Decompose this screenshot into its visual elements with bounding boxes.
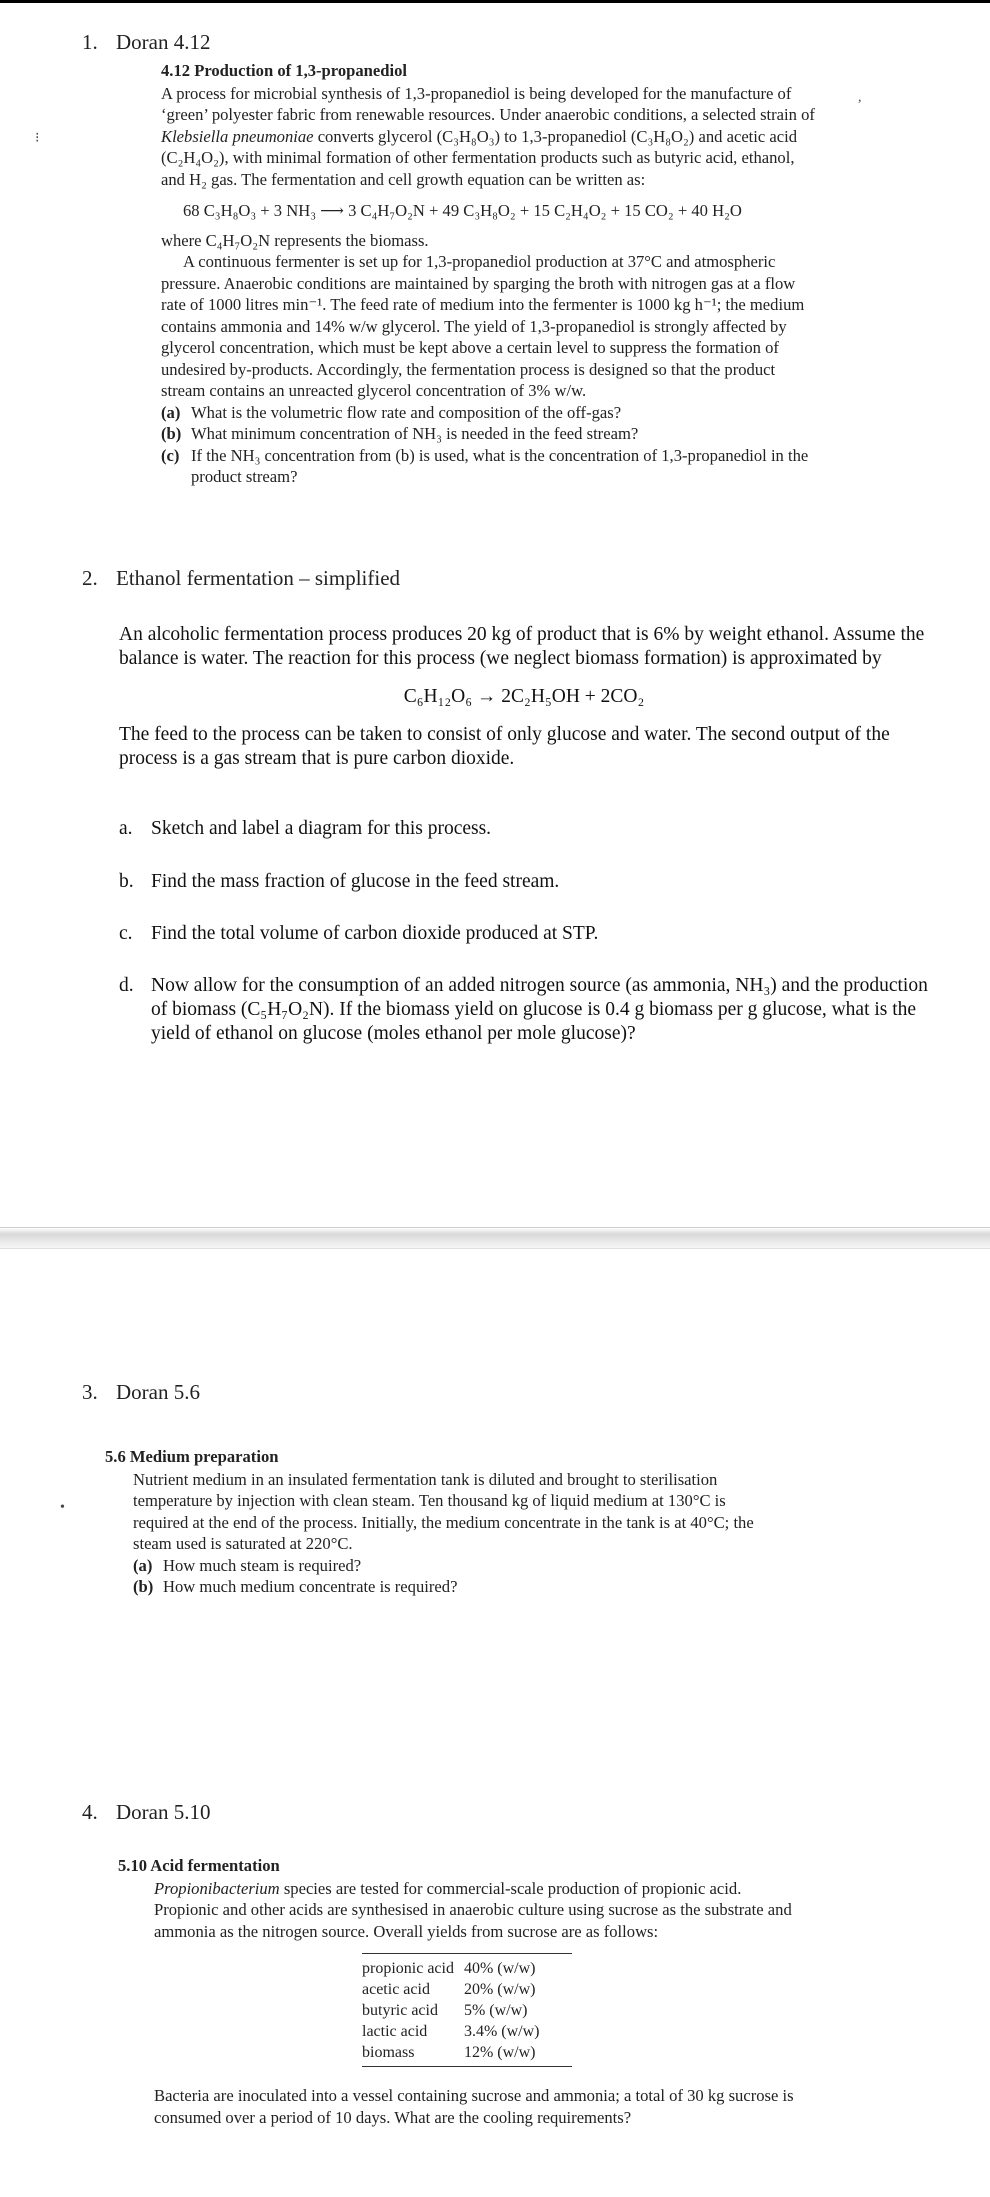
table-row bbox=[362, 1979, 550, 2000]
table-row bbox=[362, 2021, 550, 2042]
species-name: Klebsiella pneumoniae bbox=[161, 126, 314, 146]
problem-5-10-closing bbox=[154, 2085, 804, 2128]
yield-value-cell: 12% (w/w) bbox=[463, 2044, 536, 2061]
problem-4-12-excerpt bbox=[161, 60, 821, 488]
problem-paragraph: Bacteria are inoculated into a vessel containing sucrose and ammonia; a total of 30 kg sucrose is consumed over a period of 10 days. What are the cooling requirements? bbox=[154, 2086, 794, 2127]
margin-mark: ⁝ bbox=[35, 131, 40, 146]
question-number: 4. bbox=[82, 1800, 98, 1824]
sub-question: (a) How much steam is required? bbox=[133, 1555, 362, 1575]
question-title: Doran 4.12 bbox=[116, 30, 211, 54]
biomass-definition: where C₄H₇O₂N represents the biomass. bbox=[161, 230, 429, 250]
question-1-heading bbox=[82, 30, 210, 55]
question-number: 2. bbox=[82, 566, 98, 590]
question-title: Doran 5.6 bbox=[116, 1380, 200, 1404]
problem-5-10-excerpt bbox=[118, 1855, 808, 1942]
product-name-cell: propionic acid bbox=[362, 1960, 454, 1977]
question-2-body bbox=[119, 623, 929, 771]
product-name-cell: butyric acid bbox=[362, 2002, 438, 2019]
question-3-heading bbox=[82, 1380, 200, 1405]
table-row bbox=[362, 1958, 550, 1979]
problem-paragraph: A process for microbial synthesis of 1,3-propanediol is being developed for the manufacture of ‘green’ polyester fabric from renewable resources. Under anaerobic conditions, a selected strain of Klebsiella pneumoniae converts glycerol (C₃H₈O₃) to 1,3-propanediol (C₃H₈O₂) and acetic acid (C₂H₄O₂), with minimal formation of other fermentation products such as butyric acid, ethanol, and H₂ gas. The fermentation and cell growth equation can be written as: bbox=[161, 83, 815, 189]
yield-value-cell: 20% (w/w) bbox=[463, 1981, 536, 1998]
question-4-heading bbox=[82, 1800, 210, 1825]
question-title: Ethanol fermentation – simplified bbox=[116, 566, 401, 590]
yields-table-block bbox=[362, 1953, 572, 2067]
question-intro: An alcoholic fermentation process produces 20 kg of product that is 6% by weight ethanol. Assume the balance is water. The reaction for this process (we neglect biomass formation) is approximated by bbox=[119, 624, 925, 669]
problem-paragraph: Propionibacterium species are tested for commercial-scale production of propionic acid. Propionic and other acids are synthesised in anaerobic culture using sucrose as the substrate and ammonia as the nitrogen source. Overall yields from sucrose are as follows: bbox=[154, 1878, 792, 1941]
table-bottom-rule bbox=[362, 2066, 572, 2067]
problem-paragraph: A continuous fermenter is set up for 1,3-propanediol production at 37°C and atmospheric pressure. Anaerobic conditions are maintained by sparging the broth with nitrogen gas at a flow rate of 1000 litres min⁻¹. The feed rate of medium into the fermenter is 1000 kg h⁻¹; the medium contains ammonia and 14% w/w glycerol. The yield of 1,3-propanediol is strongly affected by glycerol concentration, which must be kept above a certain level to suppress the formation of undesired by-products. Accordingly, the fermentation process is designed so that the product stream contains an unreacted glycerol concentration of 3% w/w. bbox=[161, 252, 805, 400]
book-problem-heading: 5.6 Medium preparation bbox=[105, 1447, 279, 1466]
product-name-cell: lactic acid bbox=[362, 2023, 428, 2040]
table-row bbox=[362, 2042, 550, 2063]
table-top-rule bbox=[362, 1953, 572, 1954]
genus-name: Propionibacterium bbox=[154, 1878, 280, 1898]
sub-question: (b) What minimum concentration of NH₃ is needed in the feed stream? bbox=[161, 424, 639, 443]
fermentation-equation: 68 C₃H₈O₃ + 3 NH₃ ⟶ 3 C₄H₇O₂N + 49 C₃H₈O₂ + 15 C₂H₄O₂ + 15 CO₂ + 40 H₂O bbox=[183, 201, 742, 220]
question-title: Doran 5.10 bbox=[116, 1800, 211, 1824]
question-number: 1. bbox=[82, 30, 98, 54]
yield-value-cell: 40% (w/w) bbox=[463, 1960, 536, 1977]
question-number: 3. bbox=[82, 1380, 98, 1404]
page-break-divider bbox=[0, 1227, 990, 1249]
reaction-equation: C₆H₁₂O₆ → 2C₂H₅OH + 2CO₂ bbox=[403, 686, 645, 707]
book-problem-heading: 5.10 Acid fermentation bbox=[118, 1856, 280, 1875]
problem-paragraph: Nutrient medium in an insulated fermentation tank is diluted and brought to sterilisation temperature by injection with clean steam. Ten thousand kg of liquid medium at 130°C is required at the end of the process. Initially, the medium concentrate in the tank is at 40°C; the steam used is saturated at 220°C. bbox=[133, 1469, 754, 1553]
book-problem-heading: 4.12 Production of 1,3-propanediol bbox=[161, 61, 408, 80]
problem-5-6-excerpt bbox=[105, 1446, 785, 1598]
top-border bbox=[0, 0, 990, 3]
yield-value-cell: 3.4% (w/w) bbox=[463, 2023, 540, 2040]
margin-mark: • bbox=[60, 1500, 65, 1515]
yield-value-cell: 5% (w/w) bbox=[463, 2002, 528, 2019]
product-name-cell: biomass bbox=[362, 2044, 415, 2061]
sub-question: (c) If the NH₃ concentration from (b) is used, what is the concentration of 1,3-propanediol in the product stream? bbox=[161, 445, 809, 486]
table-row bbox=[362, 2000, 550, 2021]
product-name-cell: acetic acid bbox=[362, 1981, 430, 1998]
sub-question: (a) What is the volumetric flow rate and composition of the off-gas? bbox=[161, 402, 622, 422]
margin-mark: , bbox=[858, 90, 862, 105]
feed-description: The feed to the process can be taken to consist of only glucose and water. The second output of the process is a gas stream that is pure carbon dioxide. bbox=[119, 724, 890, 769]
sub-question: (b) How much medium concentrate is required? bbox=[133, 1577, 458, 1596]
yields-table bbox=[362, 1958, 550, 2063]
question-2-heading bbox=[82, 566, 400, 591]
